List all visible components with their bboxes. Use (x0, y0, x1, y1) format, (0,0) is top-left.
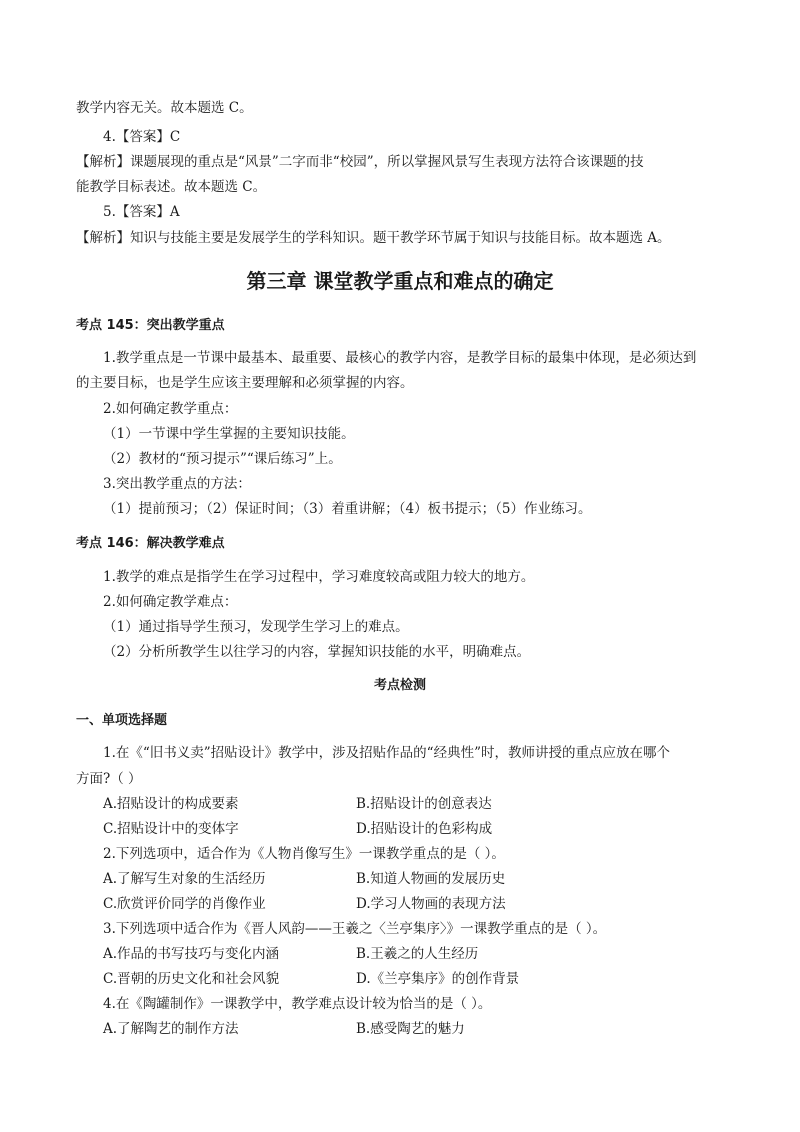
list-item: （2）分析所教学生以往学习的内容，掌握知识技能的水平，明确难点。 (103, 644, 531, 660)
question-stem: 1.在《“旧书义卖”招贴设计》教学中，涉及招贴作品的“经典性”时，教师讲授的重点应放在哪个 (103, 745, 670, 761)
option-a: A.招贴设计的构成要素 (103, 796, 239, 812)
paragraph: 2.如何确定教学难点： (103, 594, 238, 610)
analysis-text: 【解析】知识与技能主要是发展学生的学科知识。题干教学环节属于知识与技能目标。故本题选 A。 (76, 230, 671, 246)
option-a: A.了解陶艺的制作方法 (103, 1021, 239, 1037)
list-item: （1）通过指导学生预习，发现学生学习上的难点。 (103, 619, 409, 635)
option-d: D.《兰亭集序》的创作背景 (356, 971, 520, 987)
section-heading-kd145: 考点 145：突出教学重点 (76, 318, 225, 333)
text-line: 能教学目标表述。故本题选 C。 (76, 179, 267, 195)
paragraph: 的主要目标，也是学生应该主要理解和必须掌握的内容。 (76, 375, 414, 391)
question-stem: 4.在《陶罐制作》一课教学中，教学难点设计较为恰当的是（ ）。 (103, 996, 492, 1012)
list-item: （2）教材的“预习提示”“课后练习”上。 (103, 451, 342, 467)
question-section-heading: 一、单项选择题 (76, 713, 168, 728)
option-a: A.了解写生对象的生活经历 (103, 871, 266, 887)
question-stem: 方面?（ ） (76, 771, 142, 787)
question-stem: 2.下列选项中，适合作为《人物肖像写生》一课教学重点的是（ ）。 (103, 846, 505, 862)
option-c: C.招贴设计中的变体字 (103, 821, 239, 837)
test-title: 考点检测 (373, 678, 426, 693)
chapter-title: 第三章 课堂教学重点和难点的确定 (246, 269, 554, 293)
option-b: B.感受陶艺的魅力 (356, 1021, 465, 1037)
paragraph: 1.教学重点是一节课中最基本、最重要、最核心的教学内容，是教学目标的最集中体现，是必须达到 (103, 350, 697, 366)
answer-label: 5.【答案】A (103, 204, 180, 220)
option-d: D.学习人物画的表现方法 (356, 896, 506, 912)
option-d: D.招贴设计的色彩构成 (356, 821, 493, 837)
text-line: 教学内容无关。故本题选 C。 (76, 100, 253, 116)
option-b: B.知道人物画的发展历史 (356, 871, 506, 887)
list-item: （1）一节课中学生掌握的主要知识技能。 (103, 426, 355, 442)
question-stem: 3.下列选项中适合作为《晋人风韵——王羲之〈兰亭集序〉》一课教学重点的是（ ）。 (103, 921, 607, 937)
answer-label: 4.【答案】C (103, 129, 181, 145)
paragraph: 3.突出教学重点的方法： (103, 476, 251, 492)
analysis-text: 【解析】课题展现的重点是“风景”二字而非“校园”，所以掌握风景写生表现方法符合该课题的技 (76, 154, 644, 170)
option-b: B.王羲之的人生经历 (356, 946, 479, 962)
option-a: A.作品的书写技巧与变化内涵 (103, 946, 280, 962)
paragraph: 1.教学的难点是指学生在学习过程中，学习难度较高或阻力较大的地方。 (103, 569, 535, 585)
option-c: C.欣赏评价同学的肖像作业 (103, 896, 266, 912)
option-b: B.招贴设计的创意表达 (356, 796, 492, 812)
option-c: C.晋朝的历史文化和社会风貌 (103, 971, 280, 987)
section-heading-kd146: 考点 146：解决教学难点 (76, 536, 225, 551)
paragraph: 2.如何确定教学重点： (103, 401, 238, 417)
list-item: （1）提前预习；（2）保证时间；（3）着重讲解；（4）板书提示；（5）作业练习。 (103, 501, 592, 517)
